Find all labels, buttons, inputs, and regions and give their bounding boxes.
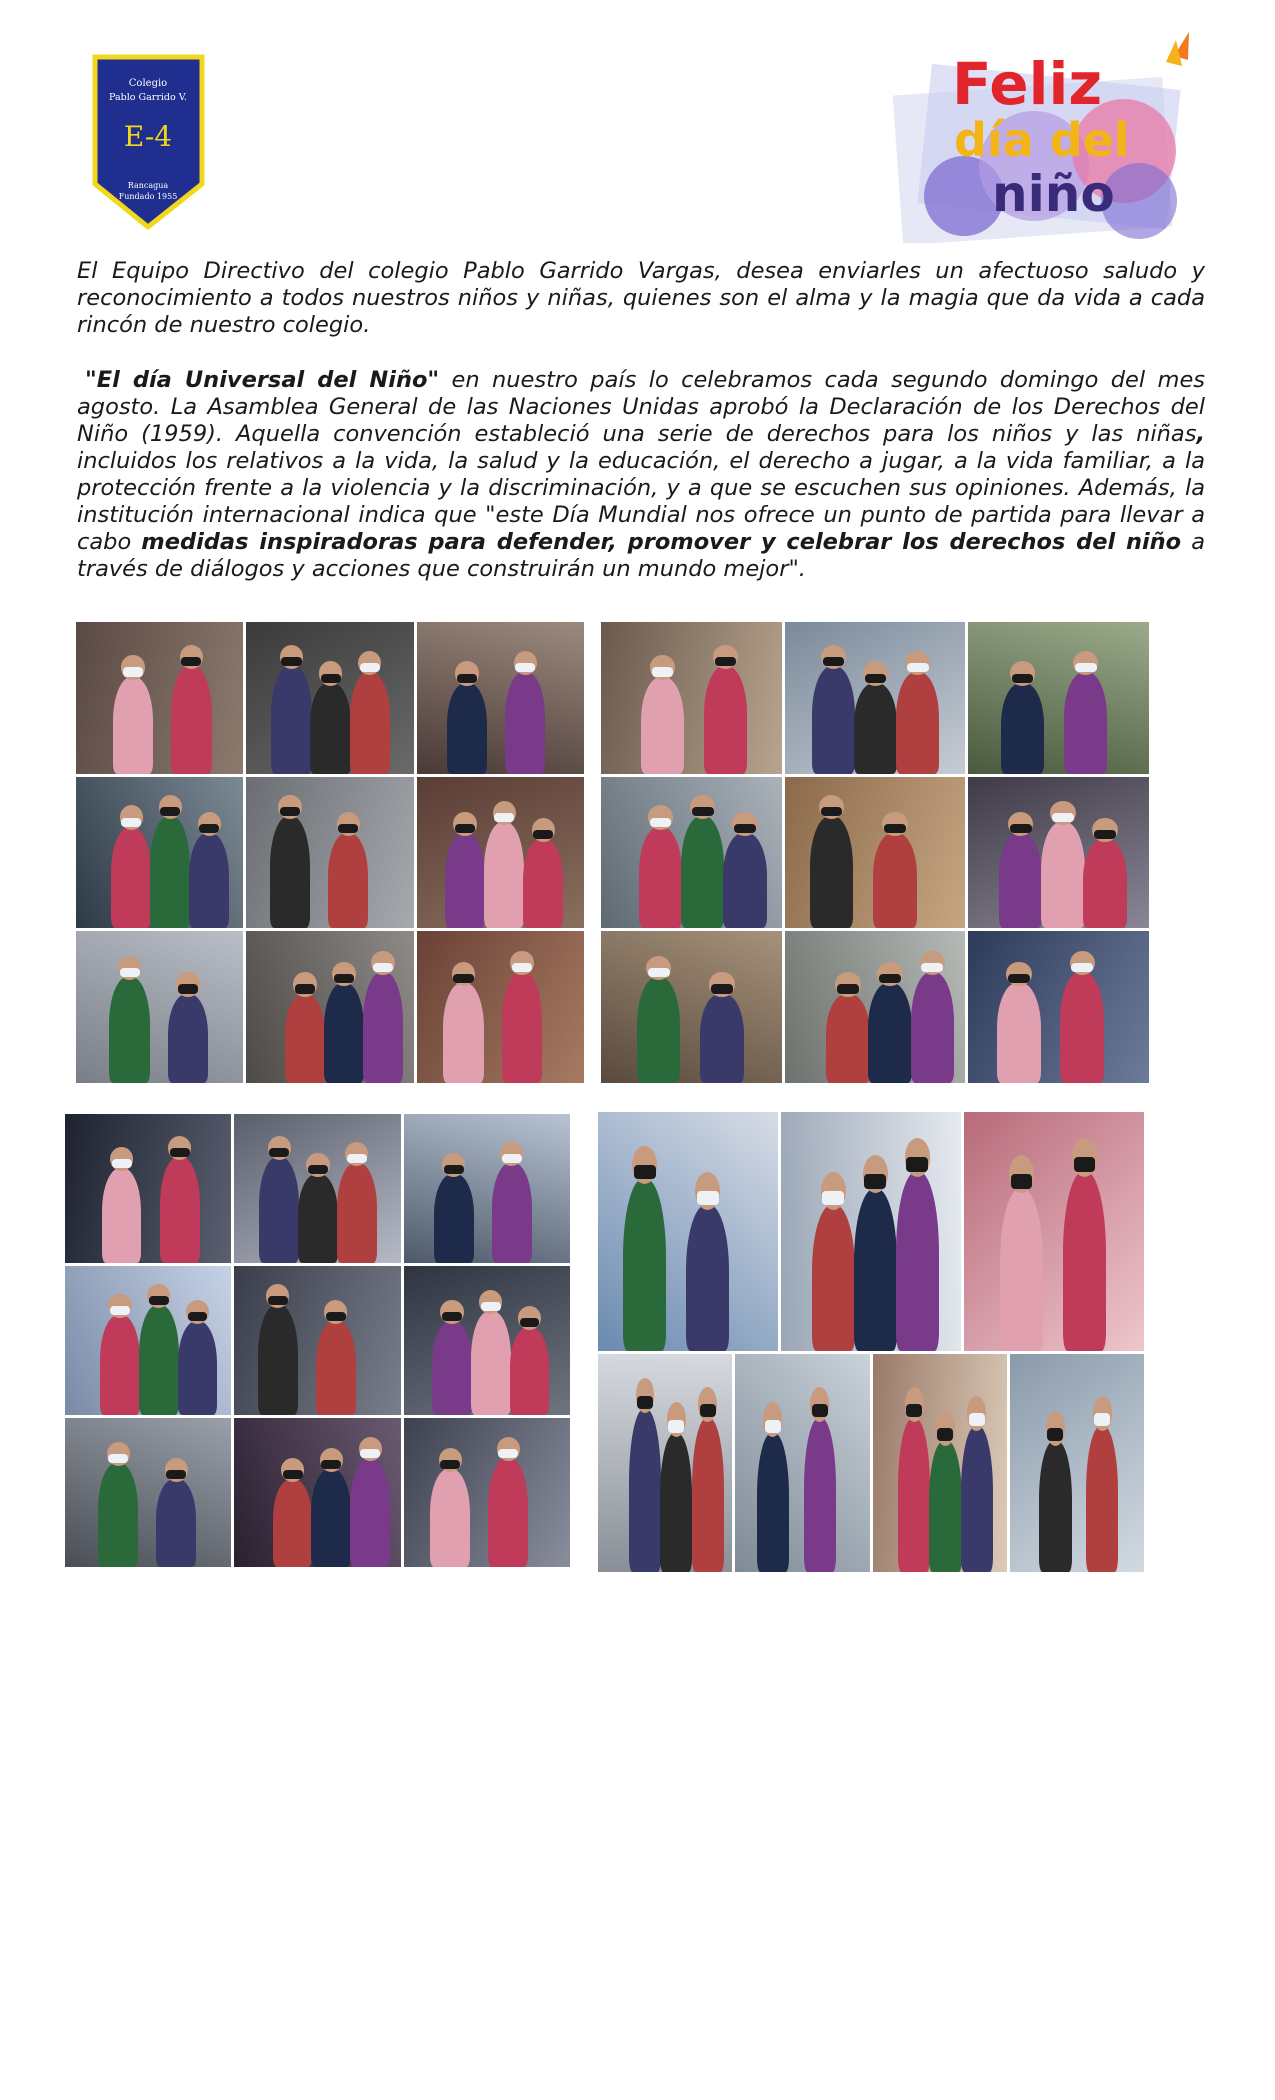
feliz-dia-banner (884, 26, 1196, 243)
collage-photo (968, 622, 1149, 774)
banner-nino: niño (992, 165, 1115, 223)
collage-photo (598, 1354, 732, 1572)
collage-photo (964, 1112, 1144, 1351)
collage-photo (76, 931, 243, 1083)
body-part2: incluidos los relativos a la vida, la salud y la educación, el derecho a jugar, a la vida familiar, a la protección frente a la violencia y la discriminación, y a que se escuchen sus opiniones. Además, la institución internacional indica que "este Día Mundial nos ofrece un punto de partida para llevar a cabo (77, 448, 1205, 555)
collage-photo (234, 1266, 400, 1415)
collage-photo (785, 931, 966, 1083)
collage-photo (601, 622, 782, 774)
collage-photo (417, 931, 584, 1083)
collage-photo (601, 931, 782, 1083)
collage-photo (417, 622, 584, 774)
photo-collage-top-left (76, 622, 584, 1083)
logo-code: E-4 (123, 120, 173, 153)
collage-photo (234, 1114, 400, 1263)
logo-city: Rancagua (127, 181, 169, 190)
collage-photo (1010, 1354, 1144, 1572)
collage-photo (76, 622, 243, 774)
body-bold-phrase: medidas inspiradoras para defender, promover y celebrar los derechos del niño (141, 529, 1182, 555)
collage-photo (781, 1112, 961, 1351)
banner-feliz: Feliz (952, 50, 1103, 118)
photo-collage-bottom-left (65, 1114, 570, 1567)
collage-photo (785, 777, 966, 929)
collage-photo (404, 1266, 570, 1415)
collage-photo (246, 622, 413, 774)
collage-photo (598, 1112, 778, 1351)
body-bold-comma: , (1196, 421, 1205, 447)
collage-photo (246, 931, 413, 1083)
logo-founded: Fundado 1955 (118, 192, 178, 201)
collage-photo (76, 777, 243, 929)
collage-photo (246, 777, 413, 929)
collage-photo (65, 1114, 231, 1263)
collage-photo (968, 777, 1149, 929)
photo-collage-top-right (601, 622, 1149, 1083)
body-part1: en nuestro país lo celebramos cada segundo domingo del mes agosto. La Asamblea General de las Naciones Unidas aprobó la Declaración de los Derechos del Niño (1959). Aquella convención estableció una serie de derechos para los niños y las niñas (77, 367, 1206, 447)
collage-photo (65, 1266, 231, 1415)
collage-photo (873, 1354, 1007, 1572)
body-paragraph (77, 367, 1205, 583)
collage-photo (601, 777, 782, 929)
logo-line2: Pablo Garrido V. (109, 92, 187, 103)
collage-photo (404, 1418, 570, 1567)
collage-photo (785, 622, 966, 774)
body-bold-title: "El día Universal del Niño" (85, 367, 440, 393)
collage-photo (968, 931, 1149, 1083)
collage-photo (735, 1354, 869, 1572)
body-part3: a través de diálogos y acciones que construirán un mundo mejor". (77, 529, 1206, 582)
banner-dia-del: día del (954, 113, 1130, 167)
school-logo (92, 54, 205, 230)
logo-line1: Colegio (128, 78, 168, 89)
intro-paragraph: El Equipo Directivo del colegio Pablo Garrido Vargas, desea enviarles un afectuoso saludo y reconocimiento a todos nuestros niños y niñas, quienes son el alma y la magia que da vida a cada rincón de nuestro colegio. (77, 258, 1205, 338)
collage-photo (404, 1114, 570, 1263)
collage-photo (234, 1418, 400, 1567)
photo-collage-bottom-right (598, 1112, 1144, 1572)
collage-photo (417, 777, 584, 929)
collage-photo (65, 1418, 231, 1567)
